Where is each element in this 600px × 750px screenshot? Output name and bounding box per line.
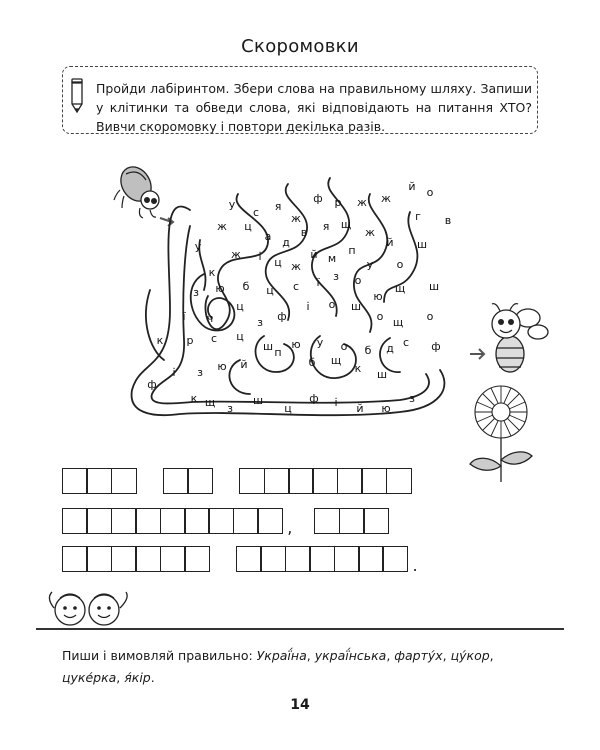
maze-letter: і <box>306 300 310 313</box>
letter-cell[interactable] <box>184 508 210 534</box>
maze-letter: ф <box>431 340 441 353</box>
tongue-twister-lead: Пиши і вимовляй правильно: <box>62 648 257 663</box>
tongue-twister-separator: , <box>116 670 125 685</box>
maze-letter: м <box>327 252 337 265</box>
maze-letter: ю <box>381 402 391 415</box>
letter-cell[interactable] <box>62 546 88 572</box>
maze-letter: й <box>356 402 364 415</box>
maze-letter: ї <box>182 310 186 323</box>
row-punctuation: , <box>287 518 293 537</box>
tongue-twister-word: фарту́х <box>394 648 443 663</box>
maze-letter: щ <box>330 354 342 367</box>
pencil-icon <box>66 78 88 114</box>
maze-letter: з <box>333 270 339 283</box>
maze-letter: ї <box>316 276 320 289</box>
maze-letter: у <box>366 258 374 271</box>
maze-letter: о <box>376 310 384 323</box>
tongue-twister-word: цуке́рка <box>62 670 117 685</box>
maze-letter: з <box>193 286 199 299</box>
maze-letter: ж <box>381 192 391 205</box>
maze-letter: ф <box>147 378 157 391</box>
letter-cell[interactable] <box>334 546 360 572</box>
letter-cell[interactable] <box>187 468 213 494</box>
letter-cell[interactable] <box>163 468 189 494</box>
maze-letter: щ <box>392 316 404 329</box>
tongue-twister-word: Украї́на <box>256 648 307 663</box>
maze-letter: й <box>408 180 416 193</box>
maze-letter: б <box>308 356 316 369</box>
maze-letter: ж <box>217 220 227 233</box>
letter-cell[interactable] <box>184 546 210 572</box>
maze-letter: о <box>354 274 362 287</box>
maze-letter: ю <box>217 360 227 373</box>
answer-row <box>62 468 438 494</box>
letter-cell[interactable] <box>285 546 311 572</box>
maze-letter: я <box>322 220 330 233</box>
maze-letter: с <box>292 280 300 293</box>
letter-cell[interactable] <box>239 468 265 494</box>
letter-maze <box>100 150 460 460</box>
maze-letter: ж <box>357 196 367 209</box>
maze-letter: з <box>197 366 203 379</box>
letter-cell[interactable] <box>111 508 137 534</box>
tongue-twister-end: . <box>150 670 155 685</box>
letter-cell[interactable] <box>339 508 365 534</box>
letter-cell[interactable] <box>86 468 112 494</box>
maze-letter: ш <box>262 340 274 353</box>
maze-letter: ж <box>231 248 241 261</box>
maze-letter: п <box>274 346 282 359</box>
letter-cell[interactable] <box>361 468 387 494</box>
maze-letter: с <box>210 332 218 345</box>
maze-letter: г <box>415 210 421 223</box>
maze-letter: в <box>300 226 308 239</box>
letter-cell[interactable] <box>135 508 161 534</box>
letter-cell[interactable] <box>363 508 389 534</box>
answer-word-cells <box>62 546 210 572</box>
tongue-twister <box>62 645 548 689</box>
maze-letter: ш <box>252 394 264 407</box>
maze-letter: щ <box>204 396 216 409</box>
letter-cell[interactable] <box>160 508 186 534</box>
maze-letter: й <box>240 358 248 371</box>
letter-cell[interactable] <box>86 508 112 534</box>
letter-cell[interactable] <box>62 508 88 534</box>
maze-letter: о <box>426 186 434 199</box>
row-punctuation: . <box>412 556 418 575</box>
letter-cell[interactable] <box>111 468 137 494</box>
maze-letter: ш <box>416 238 428 251</box>
maze-letter: д <box>282 236 290 249</box>
maze-letter: з <box>227 402 233 415</box>
maze-letter: п <box>348 244 356 257</box>
answer-row <box>62 546 418 575</box>
maze-letter: р <box>186 334 194 347</box>
letter-cell[interactable] <box>337 468 363 494</box>
letter-cell[interactable] <box>312 468 338 494</box>
maze-letter: і <box>172 366 176 379</box>
answer-word-cells <box>62 508 283 534</box>
maze-letter: ф <box>309 392 319 405</box>
maze-letter: ж <box>365 226 375 239</box>
tongue-twister-separator: , <box>489 648 494 663</box>
maze-letter: з <box>409 392 415 405</box>
answer-row <box>62 508 389 537</box>
maze-letter: в <box>444 214 452 227</box>
answer-word-cells <box>62 468 137 494</box>
maze-letter: ч <box>206 312 214 325</box>
maze-letter: ю <box>291 338 301 351</box>
maze-letter: о <box>426 310 434 323</box>
letter-cell[interactable] <box>288 468 314 494</box>
maze-letter: ю <box>215 282 225 295</box>
letter-cell[interactable] <box>86 546 112 572</box>
maze-letter: с <box>402 336 410 349</box>
maze-letters <box>147 180 451 415</box>
tongue-twister-word: украї́нська <box>314 648 387 663</box>
maze-letter: ш <box>428 280 440 293</box>
maze-letter: д <box>386 342 394 355</box>
maze-letter: к <box>156 334 164 347</box>
maze-letter: ц <box>266 284 274 297</box>
maze-letter: к <box>354 362 362 375</box>
maze-letter: ж <box>291 260 301 273</box>
letter-cell[interactable] <box>382 546 408 572</box>
maze-letter: ф <box>313 192 323 205</box>
letter-cell[interactable] <box>386 468 412 494</box>
tongue-twister-separator: , <box>386 648 395 663</box>
letter-cell[interactable] <box>358 546 384 572</box>
maze-letter: й <box>310 248 318 261</box>
maze-letter: з <box>257 316 263 329</box>
maze-letter: у <box>316 336 324 349</box>
ground-line <box>36 628 564 630</box>
maze-letter: я <box>274 200 282 213</box>
maze-letter: о <box>396 258 404 271</box>
letter-cell[interactable] <box>236 546 262 572</box>
maze-letter: ц <box>284 402 292 415</box>
maze-letter: р <box>334 196 342 209</box>
flower-icon <box>466 380 536 490</box>
maze-letter: ц <box>244 220 252 233</box>
maze-letter: щ <box>394 282 406 295</box>
letter-cell[interactable] <box>62 468 88 494</box>
maze-letter: к <box>190 392 198 405</box>
maze-letter: і <box>334 396 338 409</box>
maze-letter: ф <box>277 310 287 323</box>
maze-letter: у <box>194 240 202 253</box>
letter-cell[interactable] <box>160 546 186 572</box>
letter-cell[interactable] <box>111 546 137 572</box>
tongue-twister-separator: , <box>306 648 315 663</box>
letter-cell[interactable] <box>260 546 286 572</box>
maze-letter: о <box>340 340 348 353</box>
letter-cell[interactable] <box>314 508 340 534</box>
maze-letter: ц <box>236 330 244 343</box>
page-number: 14 <box>290 697 310 713</box>
letter-cell[interactable] <box>257 508 283 534</box>
tongue-twister-separator: , <box>442 648 451 663</box>
letter-cell[interactable] <box>264 468 290 494</box>
maze-letter: ц <box>236 300 244 313</box>
maze-letter: ш <box>376 368 388 381</box>
bee-icon <box>470 298 550 384</box>
tongue-twister-word: я́кір <box>124 670 151 685</box>
answer-word-cells <box>236 546 408 572</box>
maze-letter: о <box>328 298 336 311</box>
maze-letter: а <box>264 230 272 243</box>
maze-letter: й <box>386 236 394 249</box>
task-instructions: Пройди лабіринтом. Збери слова на правильному шляху. Запиши у клітинки та обведи слова, які відповідають на питання ХТО? Вивчи скоромовку і повтори декілька разів. <box>96 81 532 134</box>
tongue-twister-word: цу́кор <box>450 648 490 663</box>
children-icon <box>40 588 140 630</box>
page-title: Скоромовки <box>241 36 359 57</box>
maze-letter: к <box>208 266 216 279</box>
maze-letter: ю <box>373 290 383 303</box>
letter-cell[interactable] <box>208 508 234 534</box>
letter-cell[interactable] <box>309 546 335 572</box>
maze-letter: ц <box>274 256 282 269</box>
maze-letter: щ <box>340 218 352 231</box>
letter-cell[interactable] <box>135 546 161 572</box>
answer-word-cells <box>239 468 411 494</box>
maze-letter: с <box>252 206 260 219</box>
maze-letter: ж <box>291 212 301 225</box>
maze-letter: у <box>228 198 236 211</box>
maze-letter: б <box>364 344 372 357</box>
maze-letter: б <box>242 280 250 293</box>
maze-letter: і <box>258 250 262 263</box>
answer-word-cells <box>163 468 213 494</box>
letter-cell[interactable] <box>233 508 259 534</box>
maze-letter: ш <box>350 300 362 313</box>
answer-word-cells <box>314 508 389 534</box>
